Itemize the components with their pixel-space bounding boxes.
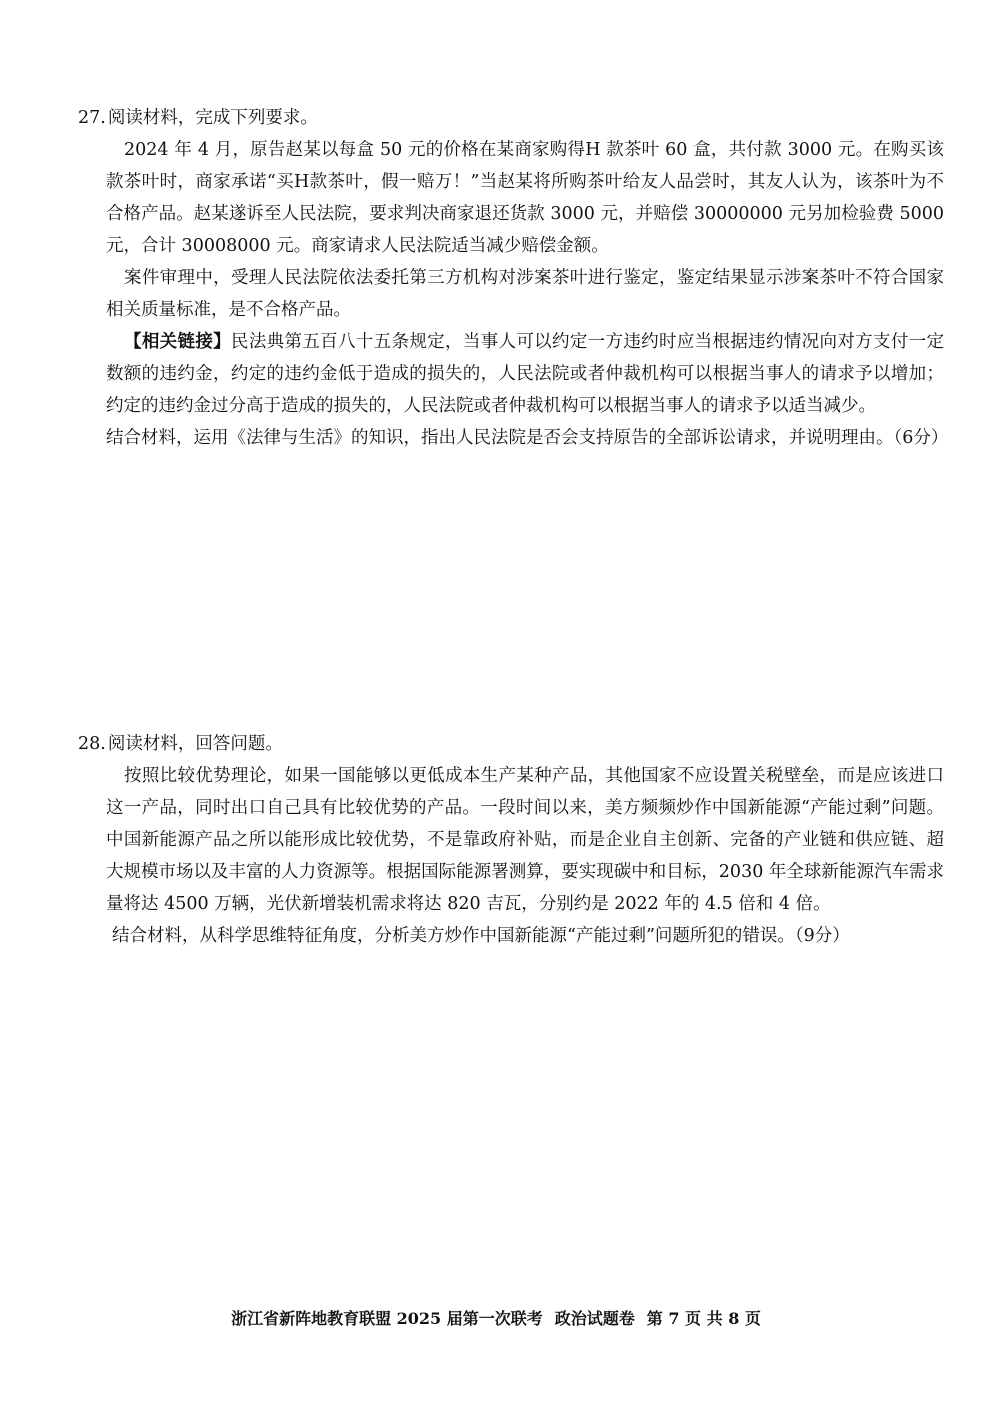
- related-link-paragraph: [78, 326, 944, 422]
- page-footer: [0, 1306, 992, 1329]
- question-instruction: 阅读材料，回答问题。: [107, 734, 283, 754]
- related-link-label: 【相关链接】: [124, 332, 231, 352]
- material-paragraph: 2024 年 4 月，原告赵某以每盒 50 元的价格在某商家购得H 款茶叶 60 盒，共付款 3000 元。在购买该款茶叶时，商家承诺“买H款茶叶，假一赔万！”当赵某将所购茶叶给友人品尝时，其友人认为，该茶叶为不合格产品。赵某遂诉至人民法院，要求判决商家退还货款 3000 元，并赔偿 30000000 元另加检验费 5000 元，合计 30008000 元。商家请求人民法院适当减少赔偿金额。: [106, 140, 944, 256]
- footer-exam-name: 浙江省新阵地教育联盟 2025 届第一次联考: [231, 1309, 543, 1328]
- related-link-text: 民法典第五百八十五条规定，当事人可以约定一方违约时应当根据违约情况向对方支付一定数额的违约金，约定的违约金低于造成的损失的，人民法院或者仲裁机构可以根据当事人的请求予以增加；约定的违约金过分高于造成的损失的，人民法院或者仲裁机构可以根据当事人的请求予以适当减少。: [106, 332, 944, 416]
- question-28: [78, 728, 944, 952]
- question-task: 结合材料，从科学思维特征角度，分析美方炒作中国新能源“产能过剩”问题所犯的错误。（9分）: [112, 926, 850, 946]
- material-paragraph: 案件审理中，受理人民法院依法委托第三方机构对涉案茶叶进行鉴定，鉴定结果显示涉案茶叶不符合国家相关质量标准，是不合格产品。: [106, 268, 944, 320]
- footer-subject: 政治试题卷: [554, 1309, 635, 1328]
- question-number: 27.: [78, 108, 106, 128]
- material-paragraph: 按照比较优势理论，如果一国能够以更低成本生产某种产品，其他国家不应设置关税壁垒，而是应该进口这一产品，同时出口自己具有比较优势的产品。一段时间以来，美方频频炒作中国新能源“产能过剩”问题。中国新能源产品之所以能形成比较优势，不是靠政府补贴，而是企业自主创新、完备的产业链和供应链、超大规模市场以及丰富的人力资源等。根据国际能源署测算，要实现碳中和目标，2030 年全球新能源汽车需求量将达 4500 万辆，光伏新增装机需求将达 820 吉瓦，分别约是 2022 年的 4.5 倍和 4 倍。: [106, 766, 944, 914]
- question-heading: [78, 728, 944, 760]
- question-27: [78, 102, 949, 454]
- question-instruction: 阅读材料，完成下列要求。: [107, 108, 318, 128]
- question-number: 28.: [78, 734, 106, 754]
- footer-page-number: 第 7 页 共 8 页: [646, 1309, 761, 1328]
- question-heading: [78, 102, 944, 134]
- question-task: 结合材料，运用《法律与生活》的知识，指出人民法院是否会支持原告的全部诉讼请求，并说明理由。（6分）: [106, 428, 949, 448]
